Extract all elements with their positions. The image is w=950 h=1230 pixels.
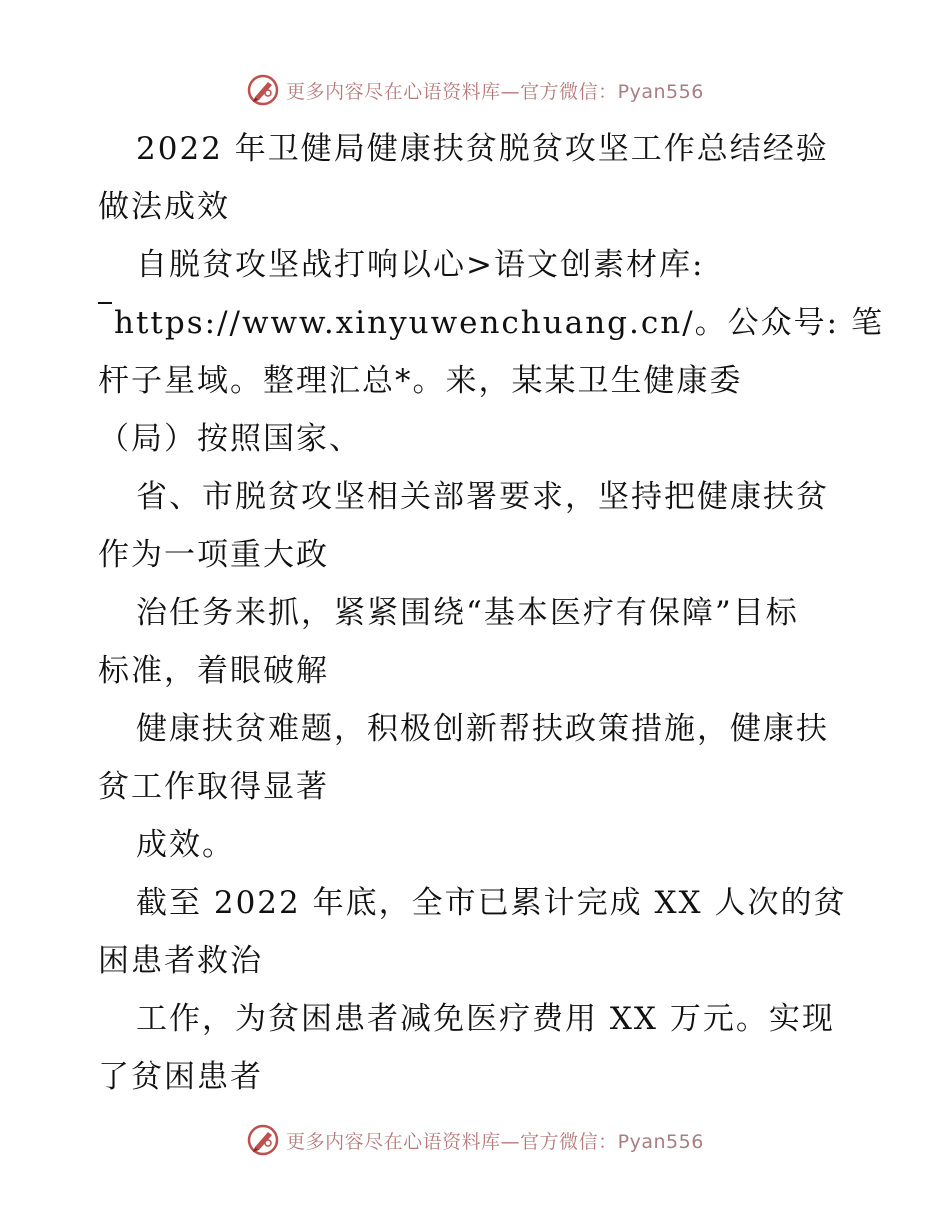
pen-logo-icon — [246, 1123, 280, 1157]
paragraph-line: 杆子星域。整理汇总*。来，某某卫生健康委 — [98, 363, 743, 399]
pen-logo-icon — [246, 73, 280, 107]
banner-text: 更多内容尽在心语资料库—官方微信：Pyan556 — [286, 1130, 704, 1153]
document-body — [98, 120, 884, 1106]
paragraph-line: 困患者救治 — [98, 943, 263, 979]
paragraph-line: 截至 2022 年底，全市已累计完成 XX 人次的贫 — [136, 885, 847, 921]
paragraph-line: 贫工作取得显著 — [98, 769, 329, 805]
banner-text: 更多内容尽在心语资料库—官方微信：Pyan556 — [286, 80, 704, 103]
paragraph-line: 标准，着眼破解 — [98, 653, 329, 689]
paragraph-line: 了贫困患者 — [98, 1059, 263, 1095]
paragraph-line: （局）按照国家、 — [98, 421, 362, 457]
url-text: https://www.xinyuwenchuang.cn/。公众号: 笔 — [114, 305, 884, 341]
paragraph-line: 治任务来抓，紧紧围绕“基本医疗有保障”目标 — [136, 595, 799, 631]
stray-mark — [98, 302, 112, 304]
paragraph-line: 成效。 — [136, 827, 235, 863]
paragraph-line: 省、市脱贫攻坚相关部署要求，坚持把健康扶贫 — [136, 479, 829, 515]
paragraph-line: 工作，为贫困患者减免医疗费用 XX 万元。实现 — [136, 1001, 835, 1037]
footer-banner — [0, 1122, 950, 1158]
wechat-id: Pyan556 — [617, 80, 704, 103]
paragraph-line-url — [98, 294, 884, 352]
paragraph-line: 作为一项重大政 — [98, 537, 329, 573]
paragraph-line: 健康扶贫难题，积极创新帮扶政策措施，健康扶 — [136, 711, 829, 747]
paragraph-line: 自脱贫攻坚战打响以心>语文创素材库: — [136, 247, 705, 283]
header-banner — [0, 72, 950, 108]
document-title-line-1: 2022 年卫健局健康扶贫脱贫攻坚工作总结经验 — [136, 131, 829, 167]
document-title-line-2: 做法成效 — [98, 189, 230, 225]
wechat-id: Pyan556 — [617, 1130, 704, 1153]
